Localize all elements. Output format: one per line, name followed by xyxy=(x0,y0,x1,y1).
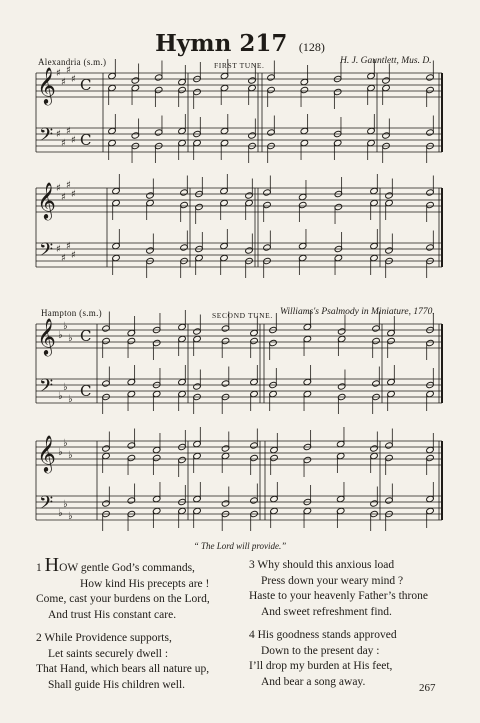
sharp-icon: ♯ xyxy=(66,241,71,252)
flat-icon: ♭ xyxy=(58,330,63,341)
bass-clef-icon: 𝄢 xyxy=(39,125,54,150)
verse-1-dropcap: H xyxy=(44,554,60,576)
verse-2-line-3: That Hand, which bears all nature up, xyxy=(36,663,210,675)
sharp-icon: ♯ xyxy=(71,135,76,146)
common-time-icon: C xyxy=(80,76,92,94)
bass-clef-icon: 𝄢 xyxy=(39,493,54,518)
flat-icon: ♭ xyxy=(58,391,63,402)
flat-icon: ♭ xyxy=(63,382,68,393)
verse-1-line-1: OW gentle God’s commands, xyxy=(59,562,195,574)
verse-3-line-4: And sweet refreshment find. xyxy=(261,605,392,618)
verse-1-line-4: And trust His constant care. xyxy=(48,608,177,621)
flat-icon: ♭ xyxy=(58,447,63,458)
verse-4 xyxy=(249,628,428,690)
common-time-icon: C xyxy=(80,327,92,345)
verse-4-line-1: His goodness stands approved xyxy=(257,629,397,641)
verse-3 xyxy=(249,558,428,620)
flat-icon: ♭ xyxy=(68,450,73,461)
first-tune-composer: H. J. Gauntlett, Mus. D. xyxy=(340,56,432,66)
verses-right-column xyxy=(249,558,428,698)
bass-clef-icon: 𝄢 xyxy=(39,376,54,401)
flat-icon: ♭ xyxy=(63,321,68,332)
verse-4-line-3: I’ll drop my burden at His feet, xyxy=(249,660,393,672)
verse-2-line-2: Let saints securely dwell : xyxy=(48,647,169,660)
alt-hymn-number: (128) xyxy=(298,40,325,54)
verse-2-line-4: Shall guide His children well. xyxy=(48,678,186,691)
sharp-icon: ♯ xyxy=(61,138,66,149)
verse-4-line-4: And bear a song away. xyxy=(261,675,366,688)
sharp-icon: ♯ xyxy=(61,192,66,203)
verse-4-line-2: Down to the present day : xyxy=(261,644,380,657)
flat-icon: ♭ xyxy=(63,499,68,510)
verse-3-line-2: Press down your weary mind ? xyxy=(261,574,404,587)
sharp-icon: ♯ xyxy=(61,77,66,88)
verse-1 xyxy=(36,554,210,623)
verse-3-line-1: Why should this anxious load xyxy=(257,559,395,571)
sharp-icon: ♯ xyxy=(61,253,66,264)
second-tune-name: Hampton (s.m.) xyxy=(41,308,102,318)
page-number: 267 xyxy=(419,682,436,694)
sharp-icon: ♯ xyxy=(66,180,71,191)
sharp-icon: ♯ xyxy=(71,250,76,261)
treble-clef-icon: 𝄞 xyxy=(37,434,56,472)
flat-icon: ♭ xyxy=(63,438,68,449)
flat-icon: ♭ xyxy=(68,394,73,405)
first-tune-label: FIRST TUNE. xyxy=(214,61,265,70)
sharp-icon: ♯ xyxy=(56,183,61,194)
sharp-icon: ♯ xyxy=(56,244,61,255)
tune-caption: “ The Lord will provide.” xyxy=(193,541,287,551)
treble-clef-icon: 𝄞 xyxy=(37,317,56,355)
hymn-title-text: Hymn 217 xyxy=(155,30,288,57)
verse-1-number: 1 xyxy=(36,562,42,574)
verse-1-line-3: Come, cast your burdens on the Lord, xyxy=(36,593,210,605)
common-time-icon: C xyxy=(80,131,92,149)
sharp-icon: ♯ xyxy=(71,74,76,85)
flat-icon: ♭ xyxy=(58,508,63,519)
sharp-icon: ♯ xyxy=(56,129,61,140)
verse-4-number: 4 xyxy=(249,629,255,641)
common-time-icon: C xyxy=(80,382,92,400)
flat-icon: ♭ xyxy=(68,333,73,344)
flat-icon: ♭ xyxy=(68,511,73,522)
sharp-icon: ♯ xyxy=(71,189,76,200)
sharp-icon: ♯ xyxy=(66,126,71,137)
verse-2-number: 2 xyxy=(36,632,42,644)
second-tune-composer: Williams's Psalmody in Miniature, 1770. xyxy=(280,307,435,317)
bass-clef-icon: 𝄢 xyxy=(39,240,54,265)
verse-3-line-3: Haste to your heavenly Father’s throne xyxy=(249,590,428,602)
verse-3-number: 3 xyxy=(249,559,255,571)
verse-1-line-2: How kind His precepts are ! xyxy=(80,577,210,590)
sharp-icon: ♯ xyxy=(56,68,61,79)
verses-left-column xyxy=(36,554,210,701)
treble-clef-icon: 𝄞 xyxy=(37,66,56,104)
verse-2-line-1: While Providence supports, xyxy=(44,632,172,644)
treble-clef-icon: 𝄞 xyxy=(37,181,56,219)
second-tune-label: SECOND TUNE. xyxy=(212,311,273,320)
first-tune-name: Alexandria (s.m.) xyxy=(38,57,107,67)
verse-2 xyxy=(36,631,210,693)
sharp-icon: ♯ xyxy=(66,65,71,76)
